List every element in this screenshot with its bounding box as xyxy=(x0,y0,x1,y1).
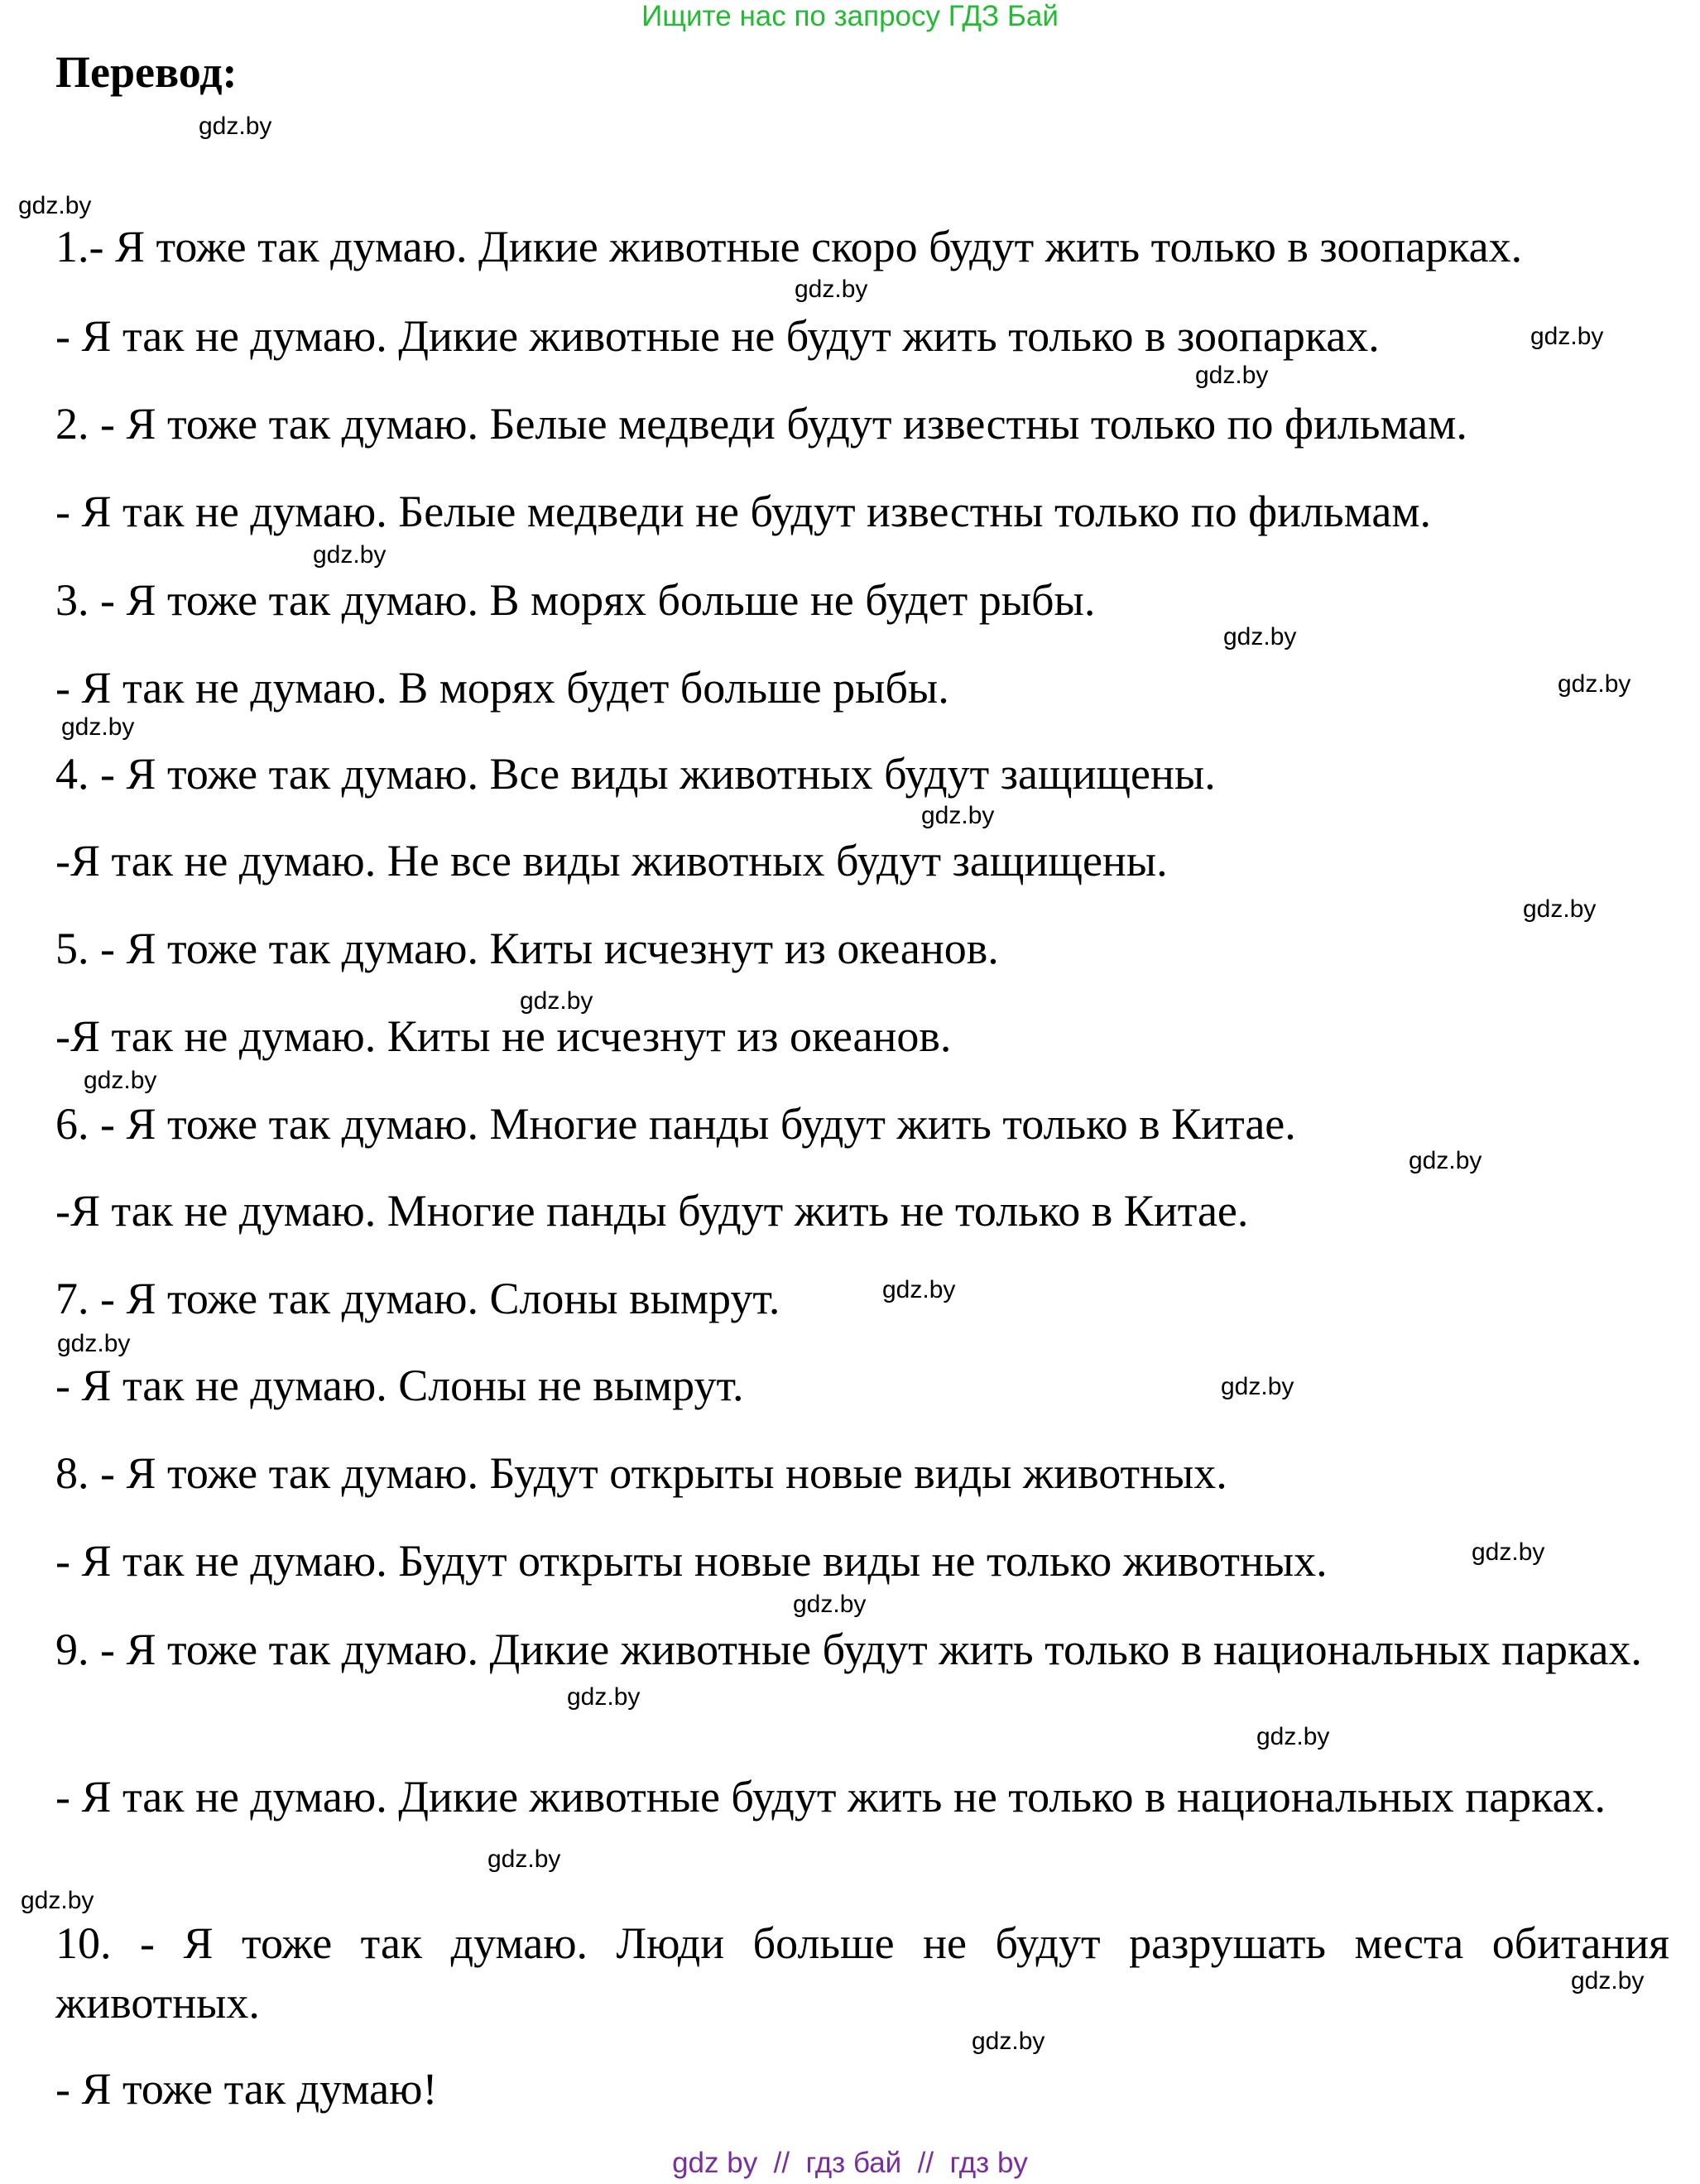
list-item: - Я так не думаю. В морях будет больше рыбы. xyxy=(55,663,949,713)
watermark: gdz.by xyxy=(1571,1967,1645,1994)
watermark: gdz.by xyxy=(84,1067,157,1094)
watermark: gdz.by xyxy=(567,1683,641,1711)
list-item: 5. - Я тоже так думаю. Киты исчезнут из океанов. xyxy=(55,924,999,973)
list-item: - Я так не думаю. Дикие животные будут жить не только в национальных парках. xyxy=(55,1772,1606,1822)
watermark: gdz.by xyxy=(21,1887,94,1914)
watermark: gdz.by xyxy=(1256,1723,1330,1750)
list-item: 2. - Я тоже так думаю. Белые медведи будут известны только по фильмам. xyxy=(55,399,1467,449)
watermark: gdz.by xyxy=(199,113,272,140)
watermark: gdz.by xyxy=(57,1330,131,1357)
watermark: gdz.by xyxy=(1530,323,1604,350)
watermark: gdz.by xyxy=(795,276,868,303)
list-item: - Я тоже так думаю! xyxy=(55,2064,438,2114)
list-item: -Я так не думаю. Киты не исчезнут из океанов. xyxy=(55,1011,952,1061)
watermark: gdz.by xyxy=(1223,623,1297,650)
watermark: gdz.by xyxy=(793,1591,867,1618)
watermark: gdz.by xyxy=(1409,1147,1482,1174)
list-item: -Я так не думаю. Не все виды животных будут защищены. xyxy=(55,836,1168,886)
list-item: - Я так не думаю. Слоны не вымрут. xyxy=(55,1361,744,1410)
watermark: gdz.by xyxy=(1523,895,1597,923)
list-item: - Я так не думаю. Дикие животные не будут жить только в зоопарках. xyxy=(55,311,1380,361)
list-item: 3. - Я тоже так думаю. В морях больше не будет рыбы. xyxy=(55,575,1096,625)
watermark: gdz.by xyxy=(520,987,593,1015)
list-item: 9. - Я тоже так думаю. Дикие животные будут жить только в национальных парках. xyxy=(55,1625,1642,1674)
watermark: gdz.by xyxy=(1472,1538,1545,1566)
footer-links: gdz by // гдз бай // гдз by xyxy=(672,2147,1028,2179)
list-item: 8. - Я тоже так думаю. Будут открыты новые виды животных. xyxy=(55,1448,1227,1498)
watermark: gdz.by xyxy=(1195,362,1269,389)
list-item: -Я так не думаю. Многие панды будут жить не только в Китае. xyxy=(55,1186,1249,1236)
watermark: gdz.by xyxy=(921,802,995,829)
watermark: gdz.by xyxy=(18,192,92,219)
list-item: 1.- Я тоже так думаю. Дикие животные скоро будут жить только в зоопарках. xyxy=(55,222,1523,271)
page-title: Перевод: xyxy=(55,47,238,97)
search-banner: Ищите нас по запросу ГДЗ Бай xyxy=(641,0,1059,32)
list-item: 4. - Я тоже так думаю. Все виды животных будут защищены. xyxy=(55,749,1216,799)
watermark: gdz.by xyxy=(972,2028,1045,2055)
watermark: gdz.by xyxy=(487,1846,561,1873)
list-item: - Я так не думаю. Будут открыты новые виды не только животных. xyxy=(55,1536,1328,1586)
watermark: gdz.by xyxy=(61,713,135,741)
watermark: gdz.by xyxy=(313,541,387,569)
list-item: 6. - Я тоже так думаю. Многие панды будут жить только в Китае. xyxy=(55,1099,1296,1149)
watermark: gdz.by xyxy=(1221,1373,1294,1400)
watermark: gdz.by xyxy=(882,1276,956,1303)
list-item: - Я так не думаю. Белые медведи не будут известны только по фильмам. xyxy=(55,487,1432,536)
list-item: 10. - Я тоже так думаю. Люди больше не будут разрушать места обитания животных. xyxy=(55,1918,1669,2028)
list-item: 7. - Я тоже так думаю. Слоны вымрут. xyxy=(55,1274,780,1323)
watermark: gdz.by xyxy=(1558,670,1631,698)
